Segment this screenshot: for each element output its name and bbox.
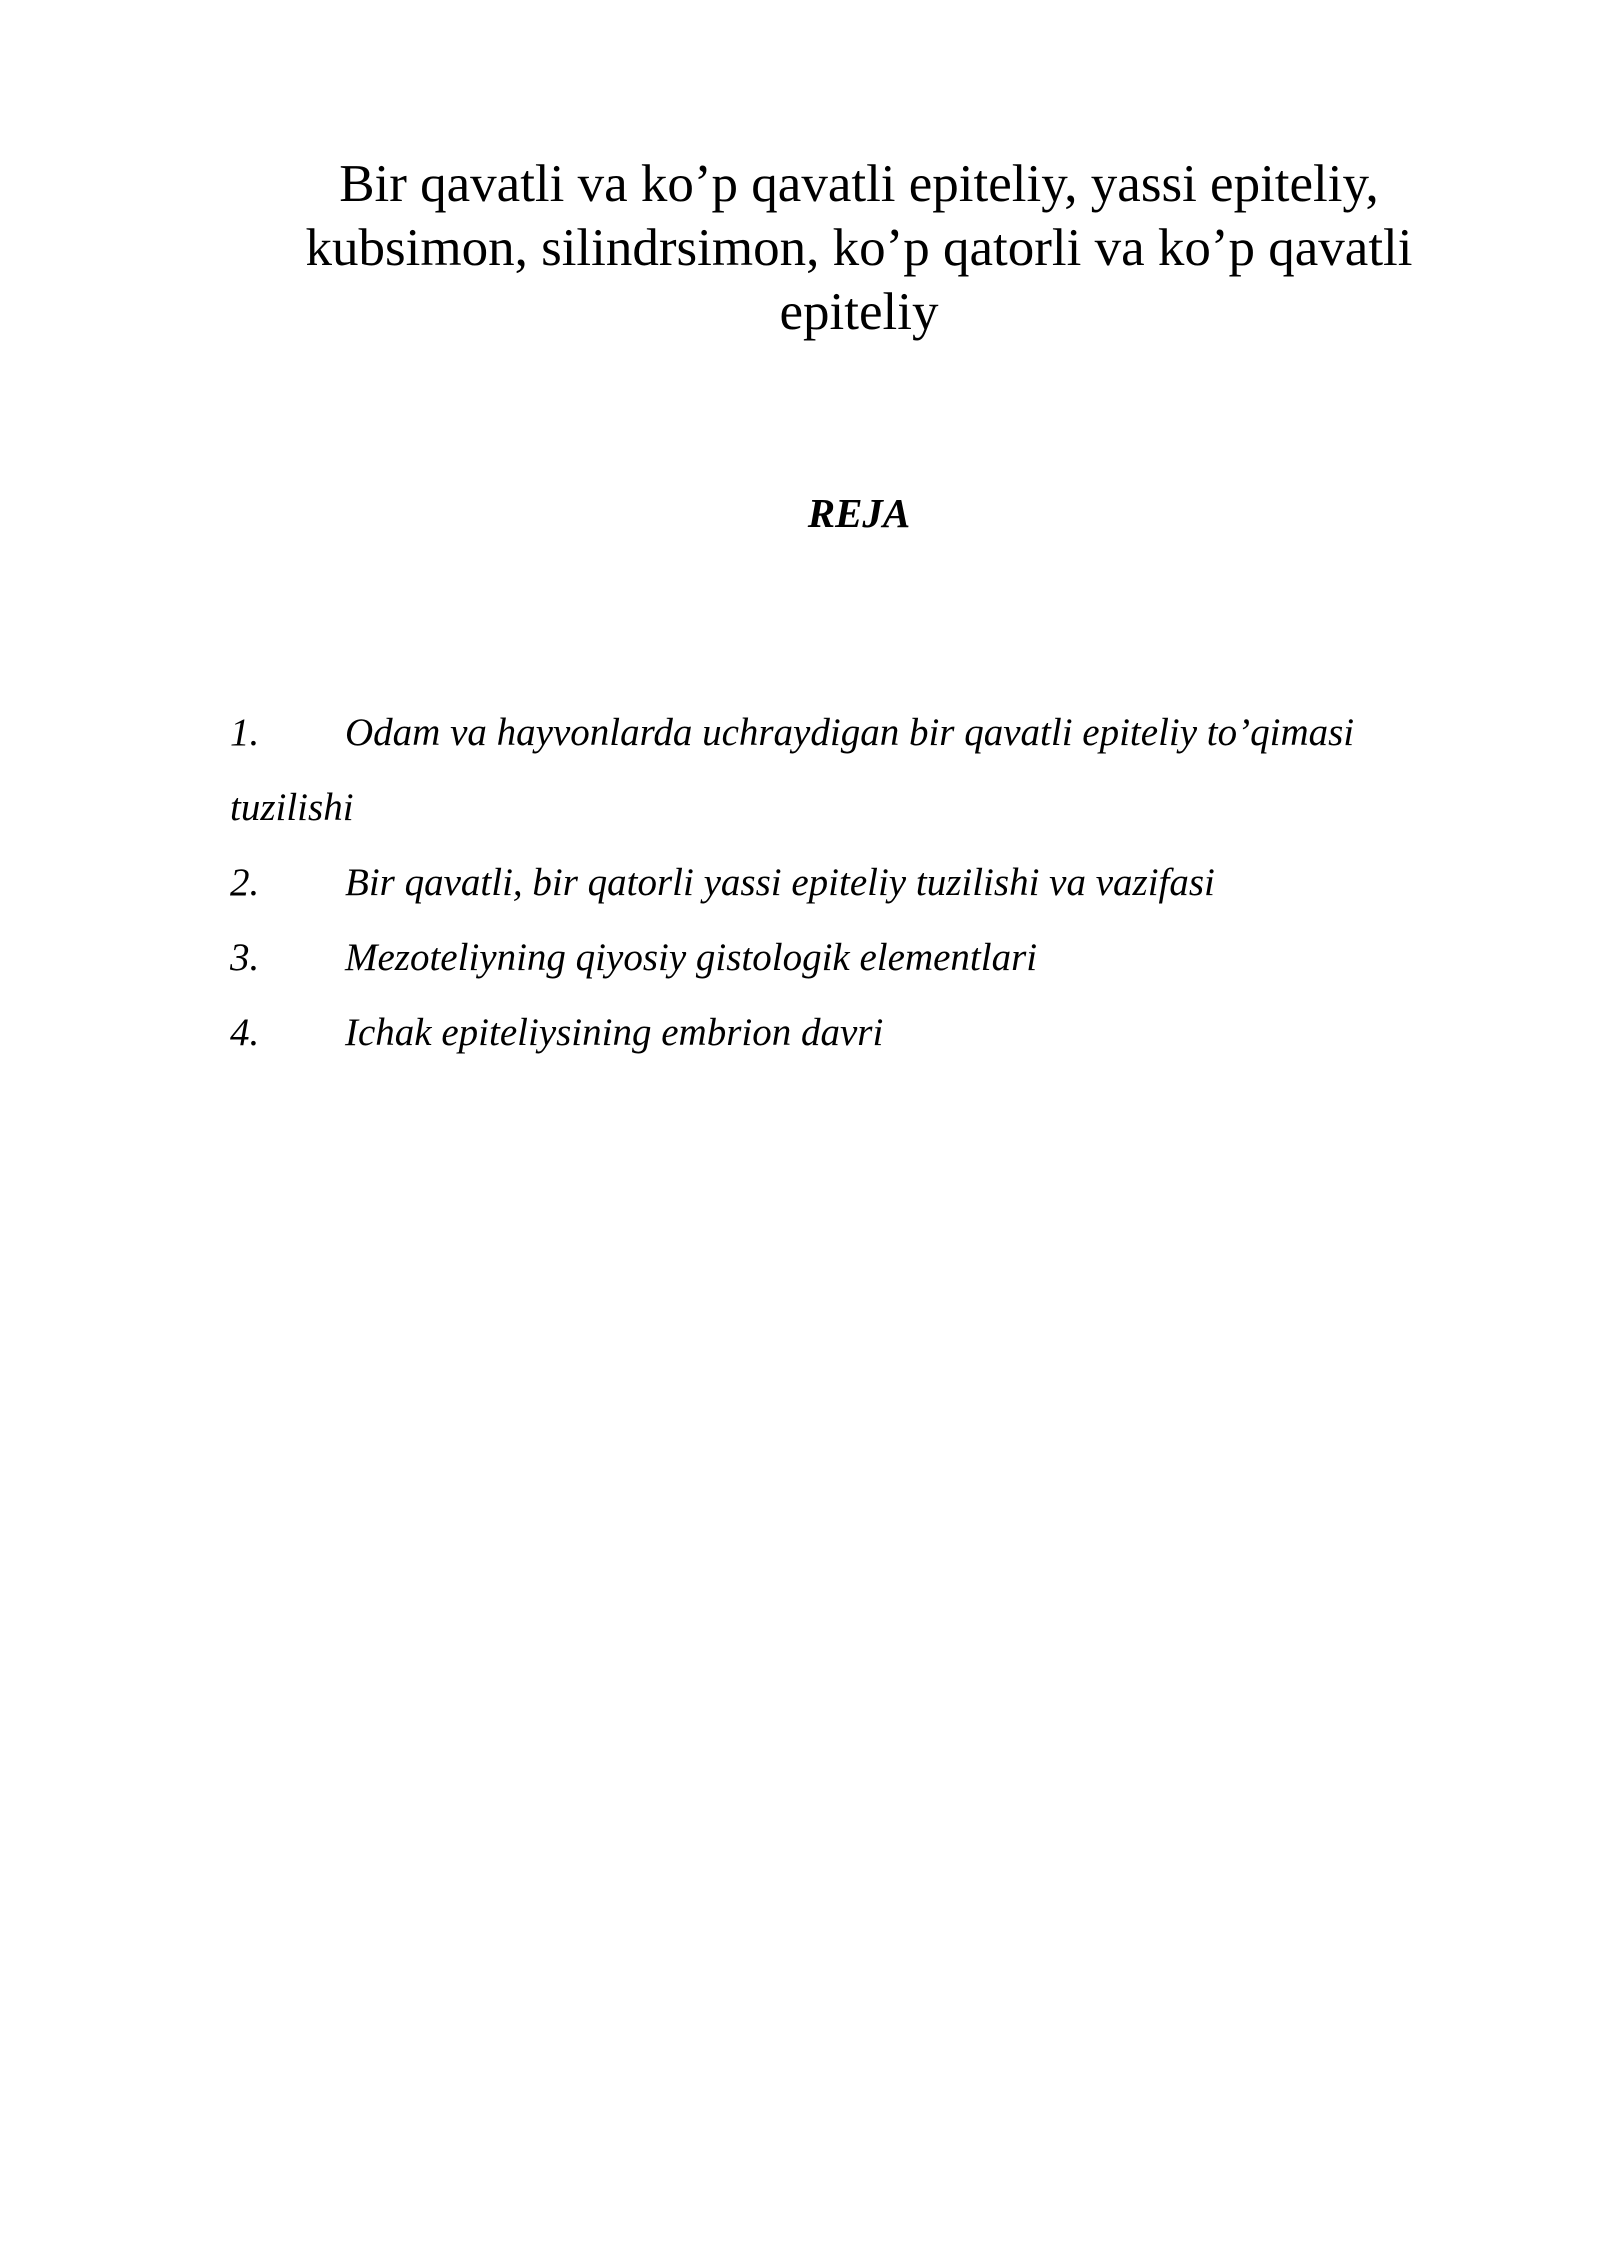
plan-item-text: Odam va hayvonlarda uchraydigan bir qavatli epiteliy to’qimasi	[345, 711, 1355, 754]
plan-item-number: 2.	[230, 861, 260, 904]
plan-item-text-continuation: tuzilishi	[230, 786, 354, 829]
title-line: Bir qavatli va ko’p qavatli epiteliy, yassi epiteliy,	[339, 155, 1379, 213]
plan-item-text: Mezoteliyning qiyosiy gistologik elementlari	[345, 936, 1038, 979]
plan-heading: REJA	[807, 490, 911, 536]
plan-item	[230, 695, 1530, 770]
plan-item	[230, 845, 1530, 920]
plan-list	[230, 695, 1530, 1070]
plan-item-number: 4.	[230, 1011, 260, 1054]
document-title	[200, 152, 1518, 344]
plan-item	[230, 920, 1530, 995]
plan-item-text: Ichak epiteliysining embrion davri	[345, 1011, 884, 1054]
plan-item-text: Bir qavatli, bir qatorli yassi epiteliy tuzilishi va vazifasi	[345, 861, 1215, 904]
plan-item-number: 3.	[230, 936, 260, 979]
plan-item-continuation	[230, 770, 1530, 845]
title-line: epiteliy	[779, 283, 939, 341]
plan-item	[230, 995, 1530, 1070]
plan-item-number: 1.	[230, 711, 260, 754]
title-line: kubsimon, silindrsimon, ko’p qatorli va ko’p qavatli	[305, 219, 1413, 277]
